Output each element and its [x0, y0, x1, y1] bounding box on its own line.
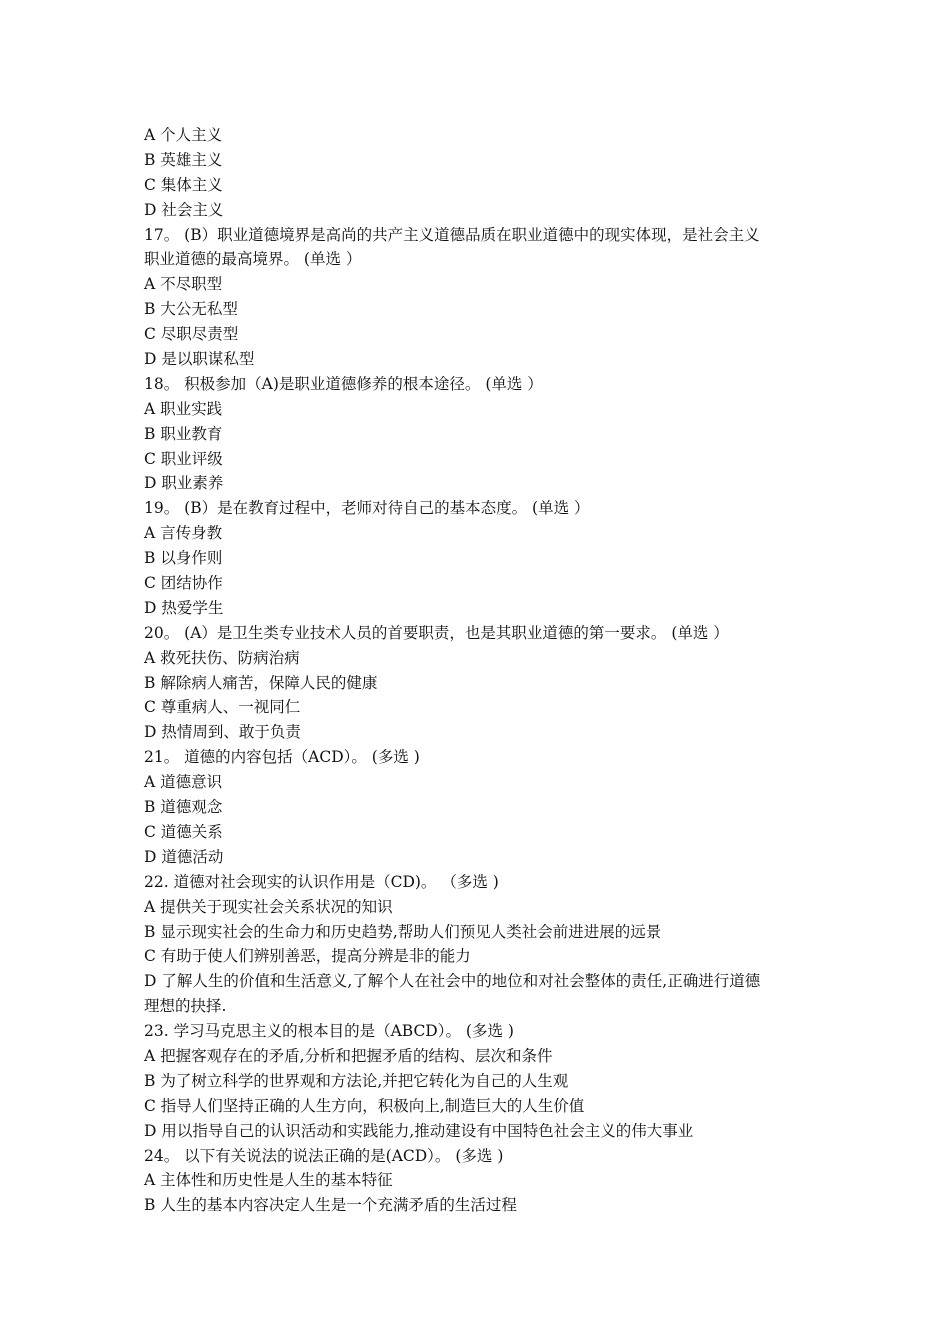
- option-line: C 有助于使人们辨别善恶，提高分辨是非的能力: [144, 947, 471, 966]
- option-line: D 了解人生的价值和生活意义,了解个人在社会中的地位和对社会整体的责任,正确进行道德: [144, 972, 761, 991]
- option-line: A 不尽职型: [144, 275, 223, 294]
- option-line: C 道德关系: [144, 822, 223, 841]
- option-line: B 英雄主义: [144, 150, 223, 169]
- option-line: B 以身作则: [144, 549, 223, 568]
- option-line: B 解除病人痛苦，保障人民的健康: [144, 673, 378, 692]
- option-line: D 热情周到、敢于负责: [144, 723, 301, 742]
- question-22: 22. 道德对社会现实的认识作用是（CD)。 （多选 ): [144, 872, 499, 891]
- option-line: C 集体主义: [144, 175, 223, 194]
- option-line: D 道德活动: [144, 847, 224, 866]
- option-line: B 道德观念: [144, 798, 223, 817]
- question-17-continued: 职业道德的最高境界。 (单选 ）: [144, 250, 362, 269]
- question-19: 19。 (B）是在教育过程中，老师对待自己的基本态度。 (单选 ）: [144, 499, 590, 518]
- option-line: A 道德意识: [144, 773, 223, 792]
- question-20: 20。 (A）是卫生类专业技术人员的首要职责，也是其职业道德的第一要求。 (单选 ）: [144, 623, 729, 642]
- option-line: D 是以职谋私型: [144, 350, 255, 369]
- option-line: A 提供关于现实社会关系状况的知识: [144, 897, 393, 916]
- option-line-continued: 理想的抉择.: [144, 997, 227, 1016]
- option-line: B 人生的基本内容决定人生是一个充满矛盾的生活过程: [144, 1196, 517, 1215]
- option-line: A 主体性和历史性是人生的基本特征: [144, 1171, 393, 1190]
- option-line: C 尽职尽责型: [144, 325, 239, 344]
- option-line: D 用以指导自己的认识活动和实践能力,推动建设有中国特色社会主义的伟大事业: [144, 1121, 694, 1140]
- question-18: 18。 积极参加（A)是职业道德修养的根本途径。 (单选 ）: [144, 374, 543, 393]
- option-line: C 尊重病人、一视同仁: [144, 698, 301, 717]
- option-line: D 热爱学生: [144, 598, 224, 617]
- question-17: 17。 (B）职业道德境界是高尚的共产主义道德品质在职业道德中的现实体现，是社会主义: [144, 225, 760, 244]
- option-line: A 职业实践: [144, 399, 223, 418]
- document-body: [144, 123, 824, 1218]
- option-line: B 职业教育: [144, 424, 223, 443]
- option-line: D 社会主义: [144, 200, 224, 219]
- question-23: 23. 学习马克思主义的根本目的是（ABCD）。 (多选 ): [144, 1022, 514, 1041]
- option-line: A 把握客观存在的矛盾,分析和把握矛盾的结构、层次和条件: [144, 1046, 553, 1065]
- option-line: B 显示现实社会的生命力和历史趋势,帮助人们预见人类社会前进进展的远景: [144, 922, 662, 941]
- option-line: D 职业素养: [144, 474, 224, 493]
- option-line: A 个人主义: [144, 126, 223, 144]
- question-21: 21。 道德的内容包括（ACD）。 (多选 ): [144, 748, 420, 767]
- option-line: B 大公无私型: [144, 300, 238, 319]
- option-line: C 职业评级: [144, 449, 223, 468]
- option-line: C 团结协作: [144, 574, 223, 593]
- question-24: 24。 以下有关说法的说法正确的是(ACD）。 (多选 ): [144, 1146, 504, 1165]
- option-line: A 救死扶伤、防病治病: [144, 648, 300, 667]
- option-line: B 为了树立科学的世界观和方法论,并把它转化为自己的人生观: [144, 1071, 569, 1090]
- option-line: A 言传身教: [144, 524, 223, 543]
- option-line: C 指导人们坚持正确的人生方向，积极向上,制造巨大的人生价值: [144, 1096, 585, 1115]
